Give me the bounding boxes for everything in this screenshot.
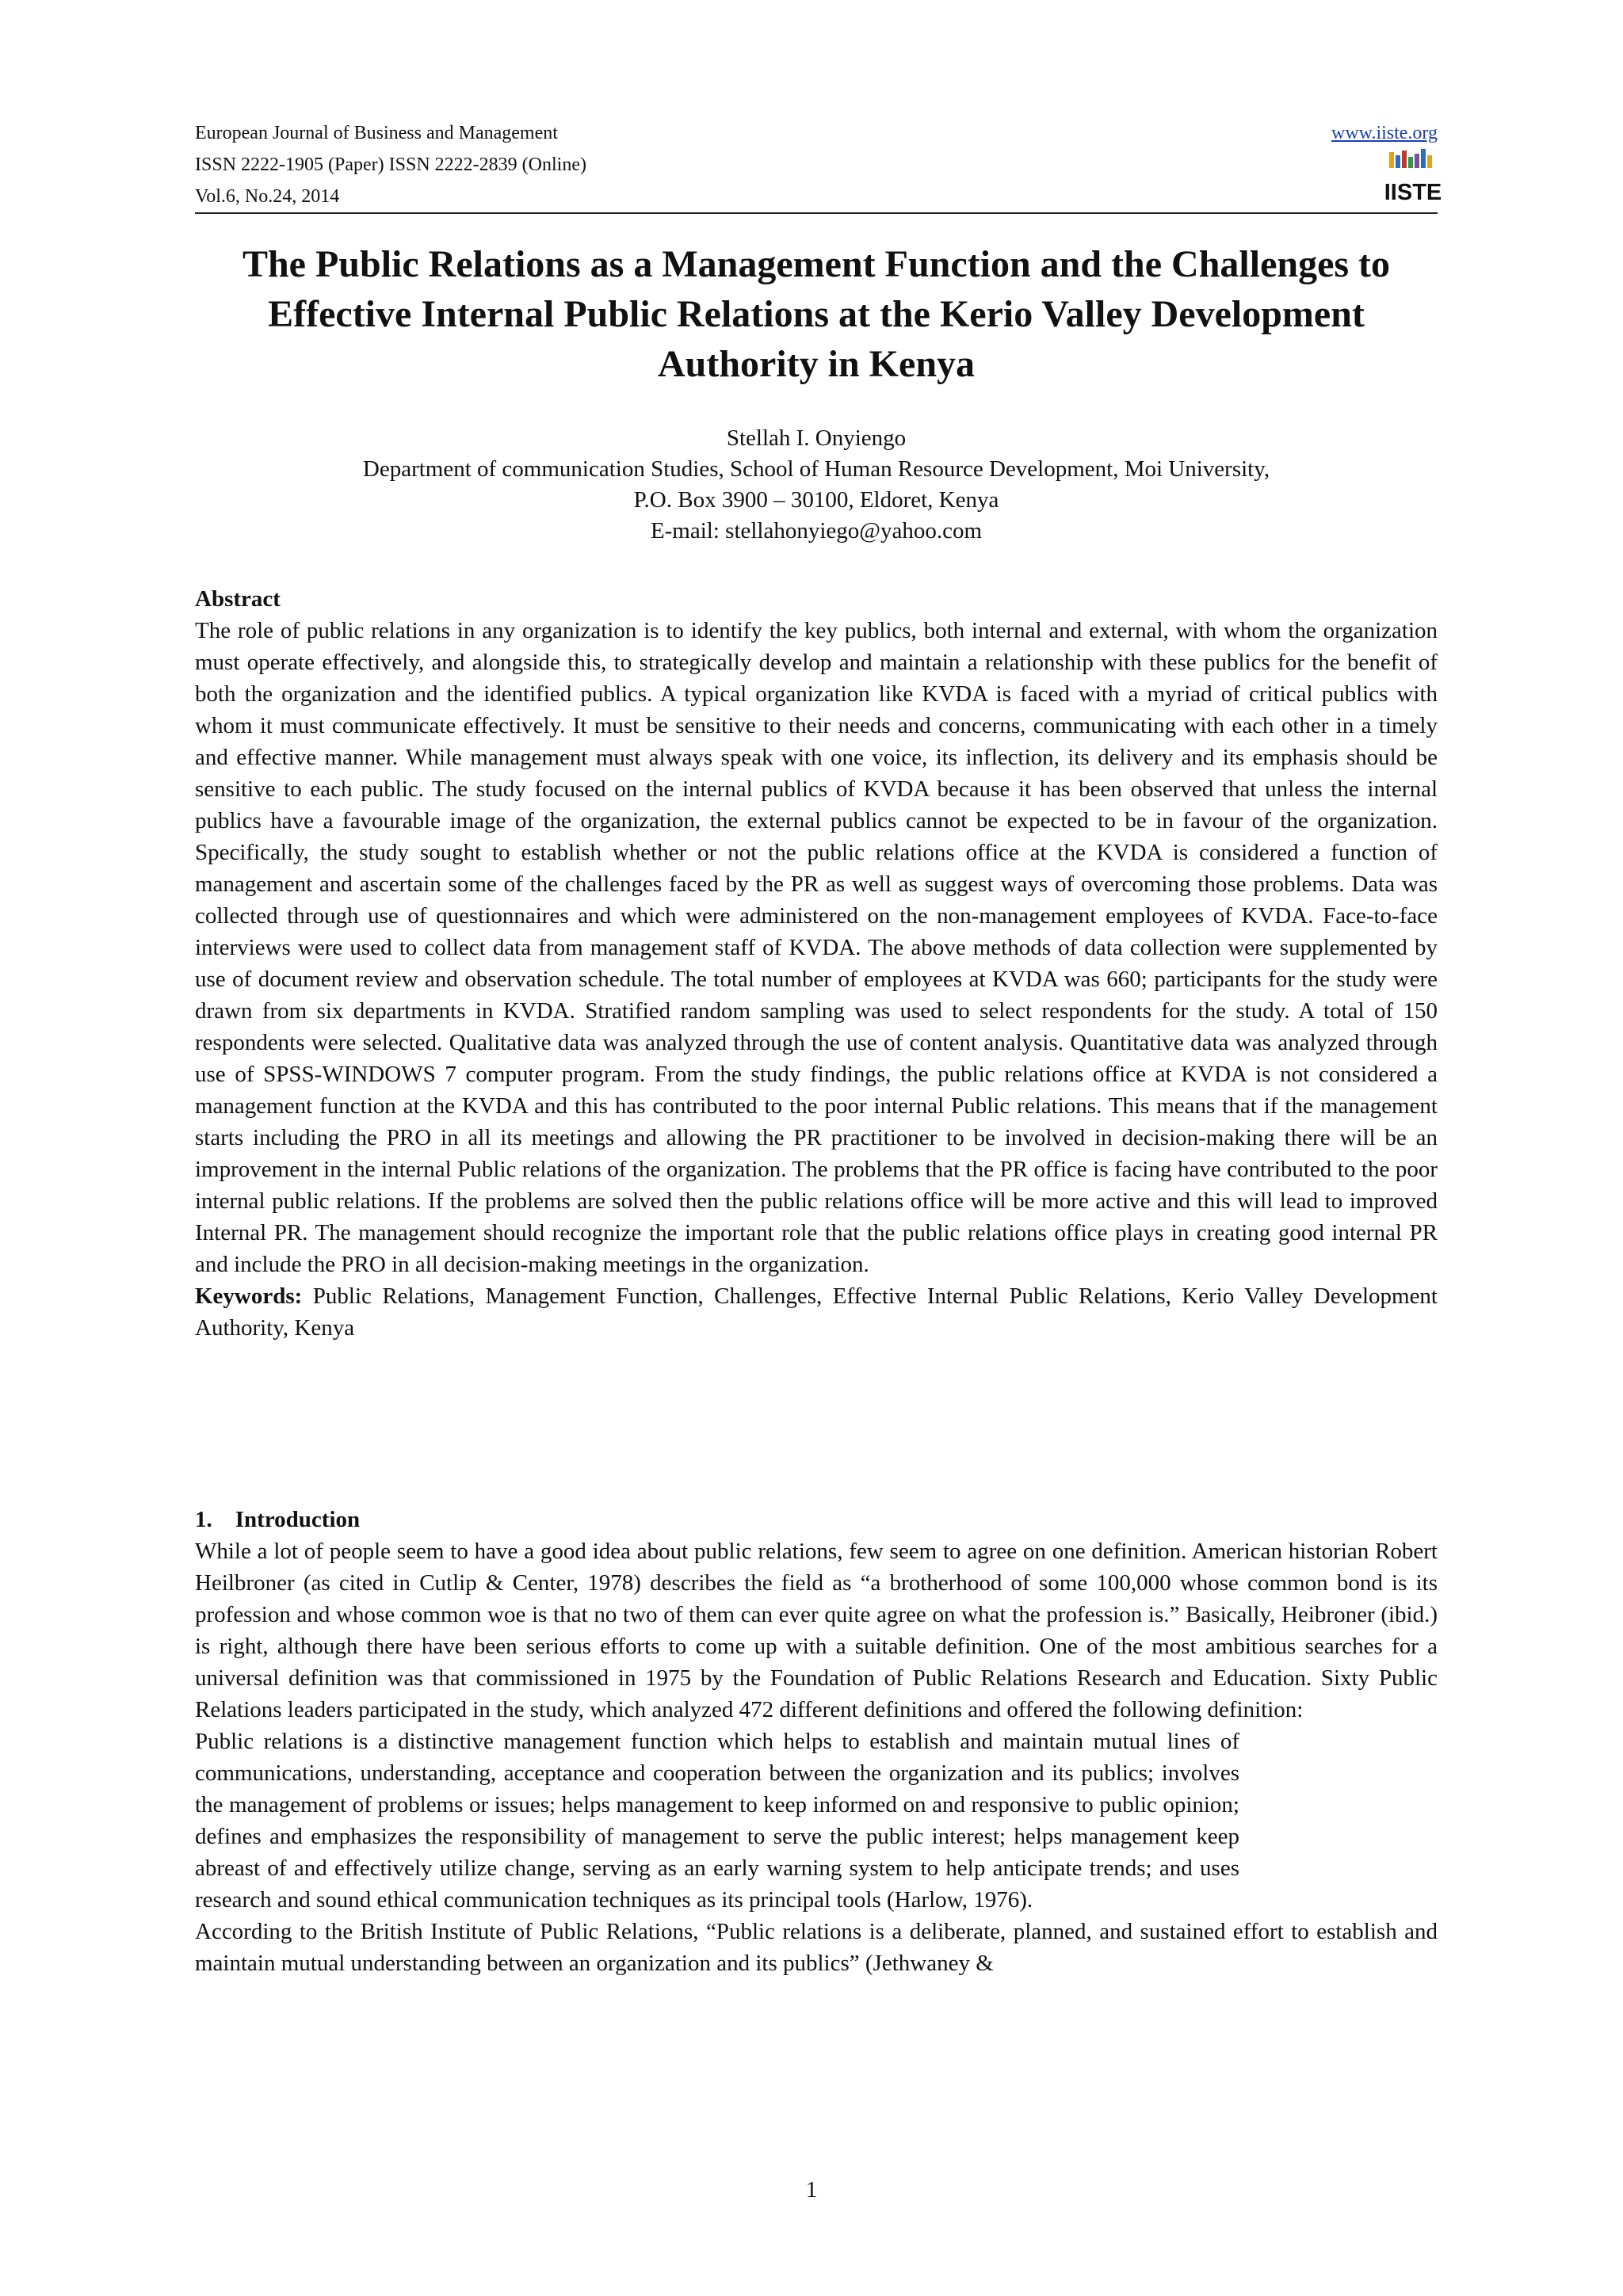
volume-line: Vol.6, No.24, 2014 (195, 186, 340, 207)
keywords-line (195, 1280, 1438, 1344)
abstract-heading: Abstract (195, 586, 281, 612)
introduction-paragraph-2: According to the British Institute of Public Relations, “Public relations is a deliberate, planned, and sustained effort to establish and maintain mutual understanding between an organization and its publics” (Jethwaney & (195, 1919, 1438, 1976)
keywords-list: Public Relations, Management Function, Challenges, Effective Internal Public Relations, Kerio Valley Development Authority, Kenya (195, 1283, 1438, 1341)
logo-color-bars (1389, 149, 1432, 168)
logo-wordmark: IISTE (1384, 180, 1442, 205)
iiste-logo (1384, 147, 1442, 205)
author-address: P.O. Box 3900 – 30100, Eldoret, Kenya (633, 487, 999, 513)
introduction-section (195, 1504, 1438, 1979)
keywords-label: Keywords: (195, 1283, 303, 1309)
abstract-section (195, 583, 1438, 1344)
journal-name: European Journal of Business and Management (195, 123, 558, 143)
introduction-paragraph-1: While a lot of people seem to have a good idea about public relations, few seem to agree on one definition. American historian Robert Heilbroner (as cited in Cutlip & Center, 1978) describes the field as “a brotherhood of some 100,000 whose common bond is its profession and whose common woe is that no two of them can ever quite agree on what the profession is.” Basically, Heibroner (ibid.) is right, although there have been serious efforts to come up with a suitable definition. One of the most ambitious searches for a universal definition was that commissioned in 1975 by the Foundation of Public Relations Research and Education. Sixty Public Relations leaders participated in the study, which analyzed 472 different definitions and offered the following definition: (195, 1539, 1438, 1722)
paper-title: The Public Relations as a Management Function and the Challenges to Effective Internal Public Relations at the Kerio Valley Development Authority in Kenya (242, 243, 1391, 385)
abstract-text: The role of public relations in any organization is to identify the key publics, both internal and external, with whom the organization must operate effectively, and alongside this, to strategically develop and maintain a relationship with these publics for the benefit of both the organization and the identified publics. A typical organization like KVDA is faced with a myriad of critical publics with whom it must communicate effectively. It must be sensitive to their needs and concerns, communicating with each other in a timely and effective manner. While management must always speak with one voice, its inflection, its delivery and its emphasis should be sensitive to each public. The study focused on the internal publics of KVDA because it has been observed that unless the internal publics have a favourable image of the organization, the external publics cannot be expected to be in favour of the organization. Specifically, the study sought to establish whether or not the public relations office at the KVDA is considered a function of management and ascertain some of the challenges faced by the PR as well as suggest ways of overcoming those problems. Data was collected through use of questionnaires and which were administered on the non-management employees of KVDA. Face-to-face interviews were used to collect data from management staff of KVDA. The above methods of data collection were supplemented by use of document review and observation schedule. The total number of employees at KVDA was 660; participants for the study were drawn from six departments in KVDA. Stratified random sampling was used to select respondents for the study. A total of 150 respondents were selected. Qualitative data was analyzed through the use of content analysis. Quantitative data was analyzed through use of SPSS-WINDOWS 7 computer program. From the study findings, the public relations office at KVDA is not considered a management function at the KVDA and this has contributed to the poor internal Public relations. This means that if the management starts including the PRO in all its meetings and allowing the PR practitioner to be involved in decision-making there will be an improvement in the internal Public relations of the organization. The problems that the PR office is facing have contributed to the poor internal public relations. If the problems are solved then the public relations office will be more active and this will lead to improved Internal PR. The management should recognize the important role that the public relations office plays in creating good internal PR and include the PRO in all decision-making meetings in the organization. (195, 618, 1438, 1277)
introduction-heading: 1. Introduction (195, 1507, 361, 1532)
issn-line: ISSN 2222-1905 (Paper) ISSN 2222-2839 (Online) (195, 154, 586, 175)
author-block (195, 423, 1438, 547)
author-name: Stellah I. Onyiengo (726, 425, 907, 451)
page-number: 1 (805, 2177, 818, 2203)
header-rule (195, 212, 1438, 214)
running-header (195, 117, 586, 212)
journal-website-link[interactable]: www.iiste.org (1331, 123, 1438, 143)
author-affiliation: Department of communication Studies, School of Human Resource Development, Moi University, (362, 456, 1270, 482)
definition-block-quote: Public relations is a distinctive management function which helps to establish and maintain mutual lines of communications, understanding, acceptance and cooperation between the organization and its publics; involves the management of problems or issues; helps management to keep informed on and responsive to public opinion; defines and emphasizes the responsibility of management to serve the public interest; helps management keep abreast of and effectively utilize change, serving as an early warning system to help anticipate trends; and uses research and sound ethical communication techniques as its principal tools (Harlow, 1976). (195, 1729, 1239, 1913)
author-email: E-mail: stellahonyiego@yahoo.com (650, 518, 983, 543)
